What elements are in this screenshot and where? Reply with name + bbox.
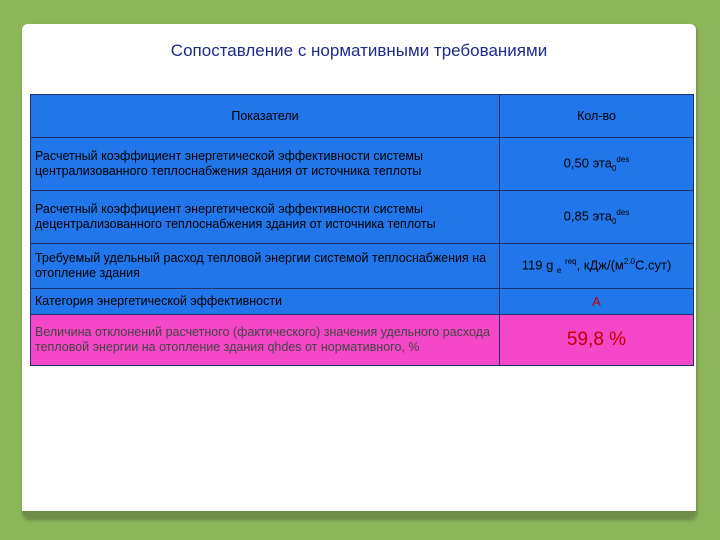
row-label: Требуемый удельный расход тепловой энергии системой теплоснабжения на отопление здания — [31, 244, 500, 289]
slide-card — [22, 24, 696, 518]
row-value: 0,50 эта$_0^{des}$ — [500, 138, 694, 191]
row-value: A — [500, 289, 694, 315]
table-row — [31, 191, 694, 244]
table-row — [31, 315, 694, 366]
row-label: Расчетный коэффициент энергетической эффективности системы централизованного теплоснабжения здания от источника теплоты — [31, 138, 500, 191]
row-label: Категория энергетической эффективности — [31, 289, 500, 315]
slide-title: Сопоставление с нормативными требованиями — [170, 41, 548, 60]
header-value: Кол-во — [500, 95, 694, 138]
table-row — [31, 138, 694, 191]
slide-bottom-bar — [22, 511, 696, 518]
table-header-row — [31, 95, 694, 138]
row-value: 59,8 % — [500, 315, 694, 366]
row-label: Расчетный коэффициент энергетической эффективности системы децентрализованного теплоснабжения здания от источника теплоты — [31, 191, 500, 244]
header-indicator: Показатели — [31, 95, 500, 138]
table-row — [31, 244, 694, 289]
row-value: 119 g $_e$ $^{req}$, кДж/$(м^{2.0}С.сут)$ — [500, 244, 694, 289]
row-value: 0,85 эта$_0^{des}$ — [500, 191, 694, 244]
row-label: Величина отклонений расчетного (фактического) значения удельного расхода тепловой энергии на отопление здания qhdes от нормативного, % — [31, 315, 500, 366]
table-row — [31, 289, 694, 315]
comparison-table — [30, 94, 694, 366]
